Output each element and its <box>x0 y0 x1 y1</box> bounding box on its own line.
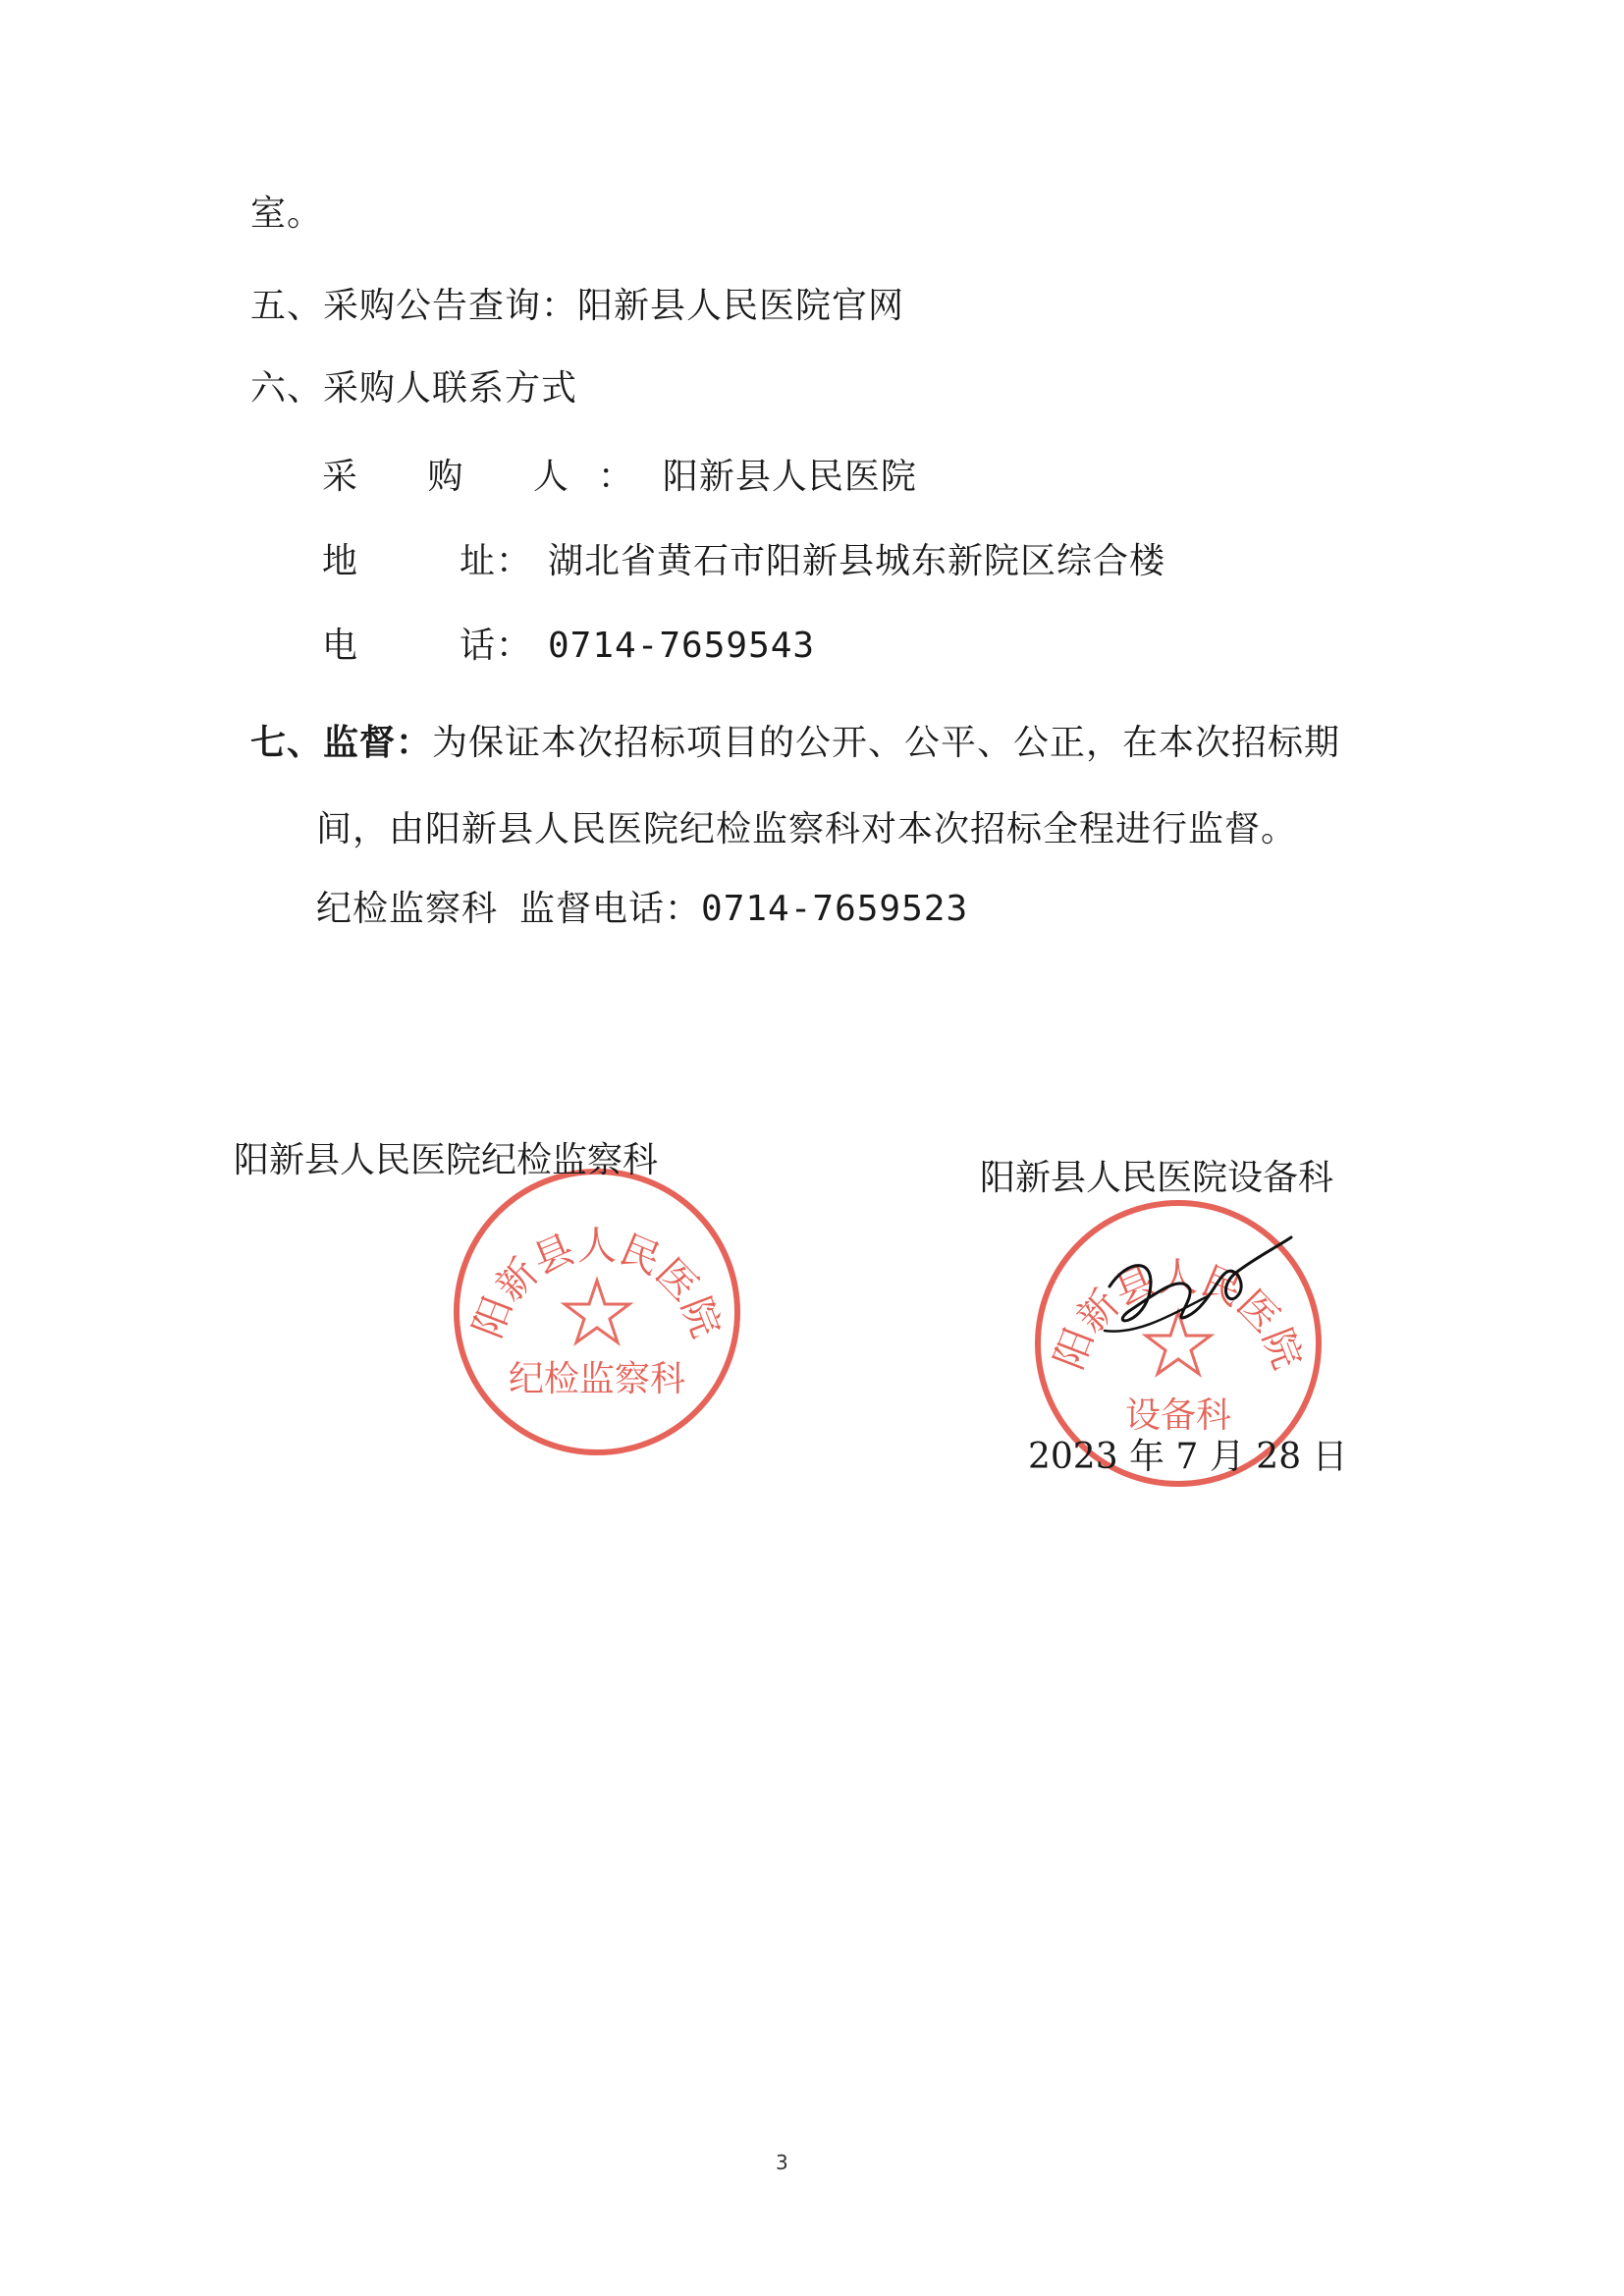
left-seal-star-icon <box>565 1281 629 1342</box>
section-7-row1 <box>250 722 1340 765</box>
address-label-char2: 址： <box>460 541 533 581</box>
left-seal-outer-text: 阳新县人民医院 <box>464 1224 730 1344</box>
section-5 <box>250 285 904 328</box>
left-signatory-org: 阳新县人民医院纪检监察科 <box>234 1140 659 1180</box>
continuation-text: 室。 <box>250 193 324 234</box>
supervision-phone: 0714-7659523 <box>701 889 969 929</box>
section-7-label: 七、监督： <box>250 723 433 763</box>
purchaser-label: 采 购 人： <box>322 457 663 497</box>
handwritten-signature-icon <box>1090 1218 1306 1345</box>
right-seal-inner-text: 设备科 <box>1124 1395 1232 1436</box>
phone-label-char1: 电 <box>322 626 359 666</box>
left-official-seal <box>450 1165 744 1459</box>
supervision-phone-label: 监督电话： <box>519 889 702 929</box>
section-7-text-line2: 间，由阳新县人民医院纪检监察科对本次招标全程进行监督。 <box>316 809 1298 849</box>
phone-row <box>322 625 816 668</box>
phone-value: 0714-7659543 <box>548 626 816 666</box>
supervision-contact <box>316 888 968 931</box>
section-6-heading: 六、采购人联系方式 <box>250 368 578 409</box>
right-signatory-org: 阳新县人民医院设备科 <box>980 1158 1334 1198</box>
section-5-label: 五、采购公告查询： <box>250 286 578 326</box>
section-5-value: 阳新县人民医院官网 <box>577 286 905 326</box>
section-7-text-line1: 为保证本次招标项目的公开、公平、公正，在本次招标期 <box>432 723 1341 763</box>
address-row <box>322 540 1166 583</box>
phone-label-char2: 话： <box>460 626 533 666</box>
address-value: 湖北省黄石市阳新县城东新院区综合楼 <box>548 541 1166 581</box>
page-number: 3 <box>776 2151 788 2174</box>
left-seal-inner-text: 纪检监察科 <box>508 1359 686 1399</box>
supervision-dept: 纪检监察科 <box>316 889 499 929</box>
address-label-char1: 地 <box>322 541 359 581</box>
right-seal-outer-text: 阳新县人民医院 <box>1046 1255 1311 1376</box>
signature-date: 2023 年 7 月 28 日 <box>1028 1437 1348 1477</box>
purchaser-row <box>322 456 917 499</box>
purchaser-value: 阳新县人民医院 <box>662 457 917 497</box>
